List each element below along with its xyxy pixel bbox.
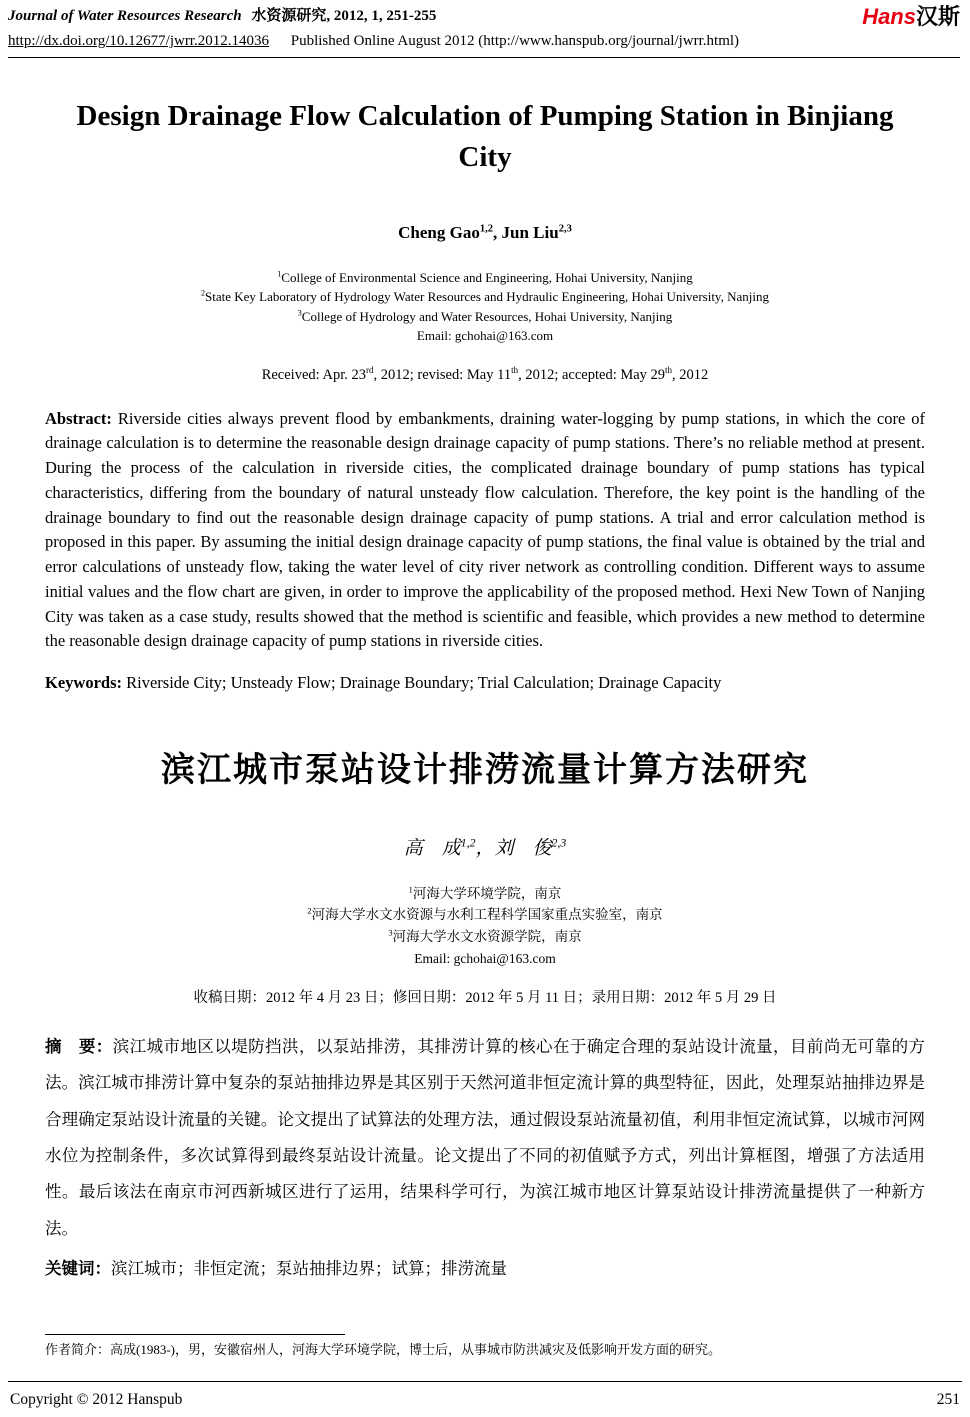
author-name: Cheng Gao [398, 222, 480, 242]
affiliations-block-cn [45, 883, 925, 969]
author-separator: , [493, 222, 502, 242]
email-row: Email: gchohai@163.com [416, 328, 554, 344]
hans-logo [862, 5, 960, 29]
abstract-text: Riverside cities always prevent flood by embankments, draining water-logging by pump stations, in which the core of drainage calculation is to determine the reasonable design drainage capacity of pump stations. There’s no reliable method at present. During the process of the calculation in riverside cities, the complicated drainage boundary of pump stations has typical characteristics, differing from the boundary of natural unsteady flow calculation. Therefore, the key point is the handling of the drainage boundary to find out the reasonable design drainage capacity of pump stations. A trial and error calculation method is proposed in this paper. By assuming the initial design drainage capacity of pump stations, the final value is obtained by the trial and error calculations of unsteady flow, taking the water level of city river network as controlling condition. Different ways to assume initial values and the flow chart are given, in order to improve the applicability of the proposed method. Hexi New Town of Nanjing City was taken as a case study, results showed that the method is scientific and feasible, which provides a new method to determine the reasonable design drainage capacity of pump stations in riverside cities. [45, 408, 925, 651]
author-affil-sup: 1,2 [479, 222, 494, 234]
keywords-text: Riverside City; Unsteady Flow; Drainage Boundary; Trial Calculation; Drainage Capacity [126, 673, 722, 693]
doi-link[interactable]: http://dx.doi.org/10.12677/jwrr.2012.14036 [8, 33, 269, 50]
keywords-text-cn: 滨江城市；非恒定流；泵站抽排边界；试算；排涝流量 [111, 1258, 507, 1278]
affiliation-row [45, 307, 925, 327]
footnote-divider [45, 1334, 345, 1335]
header-divider [8, 57, 960, 58]
affiliation-text: College of Hydrology and Water Resources, Hohai University, Nanjing [301, 308, 673, 324]
affiliation-sup: 2 [307, 906, 312, 916]
author-affil-sup: 1,2 [460, 836, 476, 850]
affiliation-text: State Key Laboratory of Hydrology Water Resources and Hydraulic Engineering, Hohai University, Nanjing [205, 289, 769, 305]
received-text: , 2012 [672, 366, 709, 383]
received-text: , 2012; accepted: May 29 [518, 366, 666, 383]
author-name: Jun Liu [501, 222, 559, 242]
abstract-paragraph-cn [45, 1029, 925, 1247]
header-top-row [8, 5, 960, 29]
ordinal-sup: rd [365, 364, 374, 375]
affiliation-sup: 3 [297, 308, 302, 318]
abstract-label-cn: 摘 要： [45, 1038, 113, 1057]
affiliation-row [45, 287, 925, 307]
journal-header [0, 0, 970, 58]
affiliation-text: 河海大学水文水资源与水利工程科学国家重点实验室，南京 [311, 907, 663, 923]
paper-body [0, 96, 970, 1279]
ordinal-sup: th [511, 364, 519, 375]
keywords-line [45, 671, 925, 696]
received-text: Received: Apr. 23 [261, 366, 366, 383]
affiliation-row [45, 904, 925, 926]
abstract-text-cn: 滨江城市地区以堤防挡洪，以泵站排涝，其排涝计算的核心在于确定合理的泵站设计流量，目前尚无可靠的方法。滨江城市排涝计算中复杂的泵站抽排边界是其区别于天然河道非恒定流计算的典型特征，因此，处理泵站抽排边界是合理确定泵站设计流量的关键。论文提出了试算法的处理方法，通过假设泵站流量初值，利用非恒定流试算，以城市河网水位为控制条件，多次试算得到最终泵站设计流量。论文提出了不同的初值赋予方式，列出计算框图，增强了方法适用性。最后该法在南京市河西新城区进行了运用，结果科学可行，为滨江城市地区计算泵站设计排涝流量提供了一种新方法。 [45, 1037, 926, 1238]
hans-logo-cn: 汉斯 [915, 4, 960, 29]
abstract-label: Abstract: [45, 408, 112, 428]
journal-line [8, 5, 436, 27]
authors-line-cn [45, 833, 925, 860]
author-name-cn: 刘 俊 [494, 837, 552, 859]
copyright-text: Copyright © 2012 Hanspub [10, 1391, 183, 1408]
author-affil-sup: 2,3 [551, 836, 567, 850]
affiliation-sup: 1 [277, 269, 282, 279]
published-online-text: Published Online August 2012 (http://www.hanspub.org/journal/jwrr.html) [290, 33, 740, 50]
received-line [45, 364, 925, 384]
affiliation-sup: 1 [408, 885, 413, 895]
page-footer [8, 1381, 962, 1409]
affiliation-sup: 3 [388, 928, 393, 938]
affiliation-text: 河海大学环境学院，南京 [412, 885, 562, 901]
author-name-cn: 高 成 [403, 837, 461, 859]
author-separator: ， [475, 837, 495, 859]
abstract-paragraph [45, 407, 925, 655]
author-bio-footnote [45, 1334, 925, 1360]
hans-logo-latin: Hans [862, 4, 916, 29]
paper-title-cn: 滨江城市泵站设计排涝流量计算方法研究 [161, 750, 809, 789]
author-bio-text: 作者简介：高成(1983-)，男，安徽宿州人，河海大学环境学院，博士后，从事城市防洪减灾及低影响开发方面的研究。 [45, 1341, 721, 1357]
affiliation-row [45, 926, 925, 948]
received-line-cn: 收稿日期：2012 年 4 月 23 日；修回日期：2012 年 5 月 11 日；录用日期：2012 年 5 月 29 日 [193, 990, 777, 1007]
affiliation-row [45, 883, 925, 905]
keywords-label: Keywords: [45, 673, 122, 693]
keywords-line-cn [45, 1255, 925, 1279]
journal-title-cn: 水资源研究, 2012, 1, 251-255 [251, 8, 437, 24]
affiliation-text: 河海大学水文水资源学院，南京 [392, 928, 582, 944]
author-affil-sup: 2,3 [558, 222, 572, 234]
doi-line [8, 33, 960, 50]
affiliations-block [45, 268, 925, 346]
affiliation-row [45, 268, 925, 288]
authors-line [45, 223, 925, 243]
email-row: Email: gchohai@163.com [414, 950, 556, 966]
journal-title: Journal of Water Resources Research [8, 8, 242, 24]
page-number: 251 [936, 1391, 960, 1408]
affiliation-sup: 2 [201, 288, 206, 298]
received-text: , 2012; revised: May 11 [373, 366, 512, 383]
ordinal-sup: th [665, 364, 673, 375]
keywords-label-cn: 关键词： [45, 1259, 111, 1278]
paper-title: Design Drainage Flow Calculation of Pumping Station in Binjiang City [76, 100, 894, 174]
affiliation-text: College of Environmental Science and Engineering, Hohai University, Nanjing [281, 269, 693, 285]
